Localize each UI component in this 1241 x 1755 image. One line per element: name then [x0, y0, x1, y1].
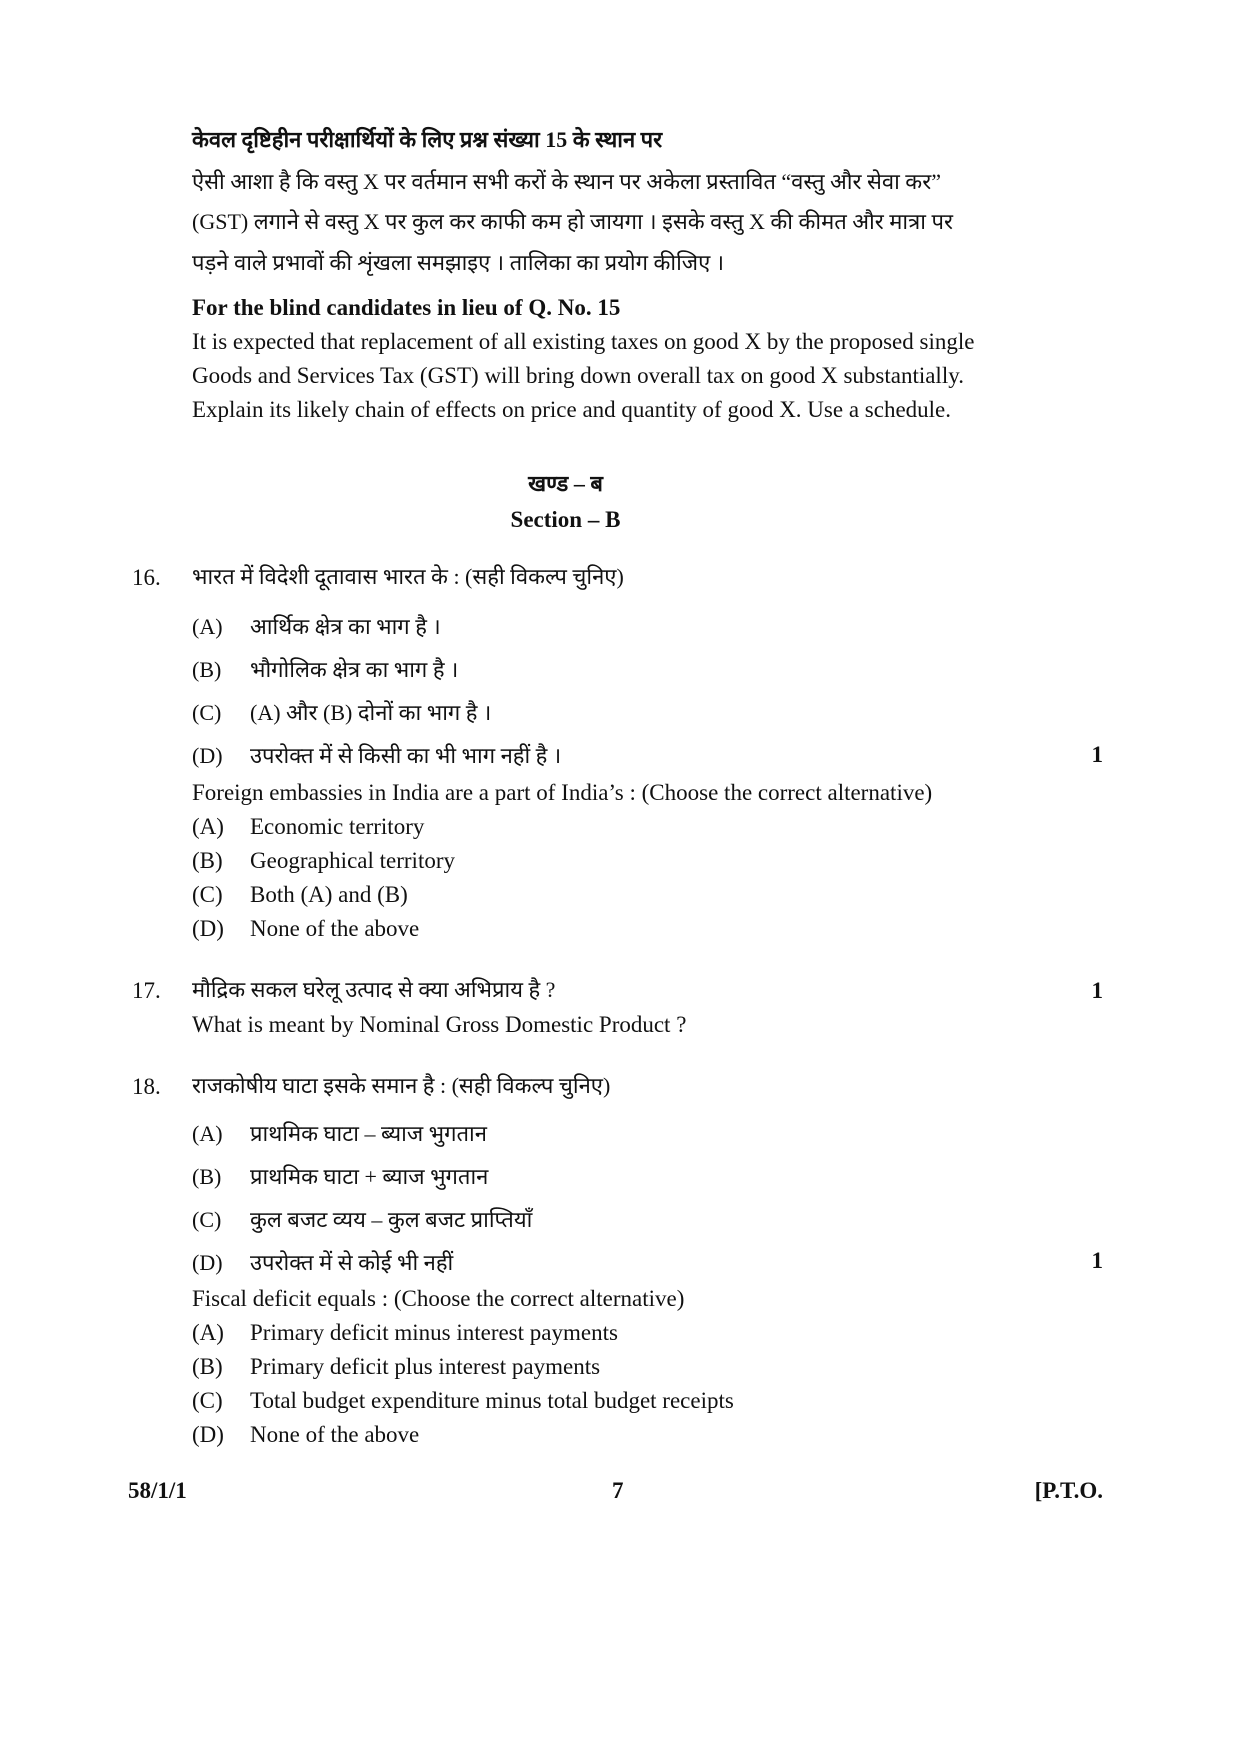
blind-note-heading-hindi: केवल दृष्टिहीन परीक्षार्थियों के लिए प्रश्न संख्या 15 के स्थान पर — [192, 127, 663, 152]
blind-note-line-hindi-1: ऐसी आशा है कि वस्तु X पर वर्तमान सभी करों के स्थान पर अकेला प्रस्तावित “वस्तु और सेवा कर” — [192, 169, 941, 194]
option-english: (C) Total budget expenditure minus total budget receipts — [192, 1388, 734, 1413]
question-number: 16. — [132, 565, 161, 590]
question-text-hindi: राजकोषीय घाटा इसके समान है : (सही विकल्प चुनिए) — [192, 1073, 611, 1098]
question-number: 18. — [132, 1074, 161, 1099]
blind-note-line-english-3: Explain its likely chain of effects on price and quantity of good X. Use a schedule. — [192, 397, 951, 422]
blind-note-line-english-2: Goods and Services Tax (GST) will bring down overall tax on good X substantially. — [192, 363, 964, 388]
option-hindi: (C) (A) और (B) दोनों का भाग है । — [192, 700, 492, 725]
question-number: 17. — [132, 978, 161, 1003]
question-text-hindi: मौद्रिक सकल घरेलू उत्पाद से क्या अभिप्राय है ? — [192, 977, 556, 1002]
option-hindi: (C) कुल बजट व्यय – कुल बजट प्राप्तियाँ — [192, 1207, 533, 1232]
question-text-english: Foreign embassies in India are a part of India’s : (Choose the correct alternative) — [192, 780, 933, 805]
blind-note-line-english-1: It is expected that replacement of all existing taxes on good X by the proposed single — [192, 329, 975, 354]
option-english: (B) Geographical territory — [192, 848, 455, 873]
question-text-hindi: भारत में विदेशी दूतावास भारत के : (सही विकल्प चुनिए) — [192, 564, 624, 589]
option-hindi: (A) आर्थिक क्षेत्र का भाग है । — [192, 614, 441, 639]
question-text-english: What is meant by Nominal Gross Domestic Product ? — [192, 1012, 687, 1037]
blind-note-heading-english: For the blind candidates in lieu of Q. No. 15 — [192, 295, 621, 320]
paper-code: 58/1/1 — [128, 1478, 187, 1503]
option-english: (C) Both (A) and (B) — [192, 882, 408, 907]
marks-badge: 1 — [1091, 742, 1103, 767]
option-english: (A) Primary deficit minus interest payments — [192, 1320, 618, 1345]
section-title-hindi: खण्ड – ब — [528, 471, 603, 496]
option-english: (B) Primary deficit plus interest payments — [192, 1354, 601, 1379]
page-number: 7 — [612, 1478, 624, 1503]
blind-note-line-hindi-3: पड़ने वाले प्रभावों की शृंखला समझाइए । तालिका का प्रयोग कीजिए । — [192, 250, 725, 275]
option-english: (D) None of the above — [192, 916, 420, 941]
section-title-english: Section – B — [510, 507, 621, 532]
blind-note-line-hindi-2: (GST) लगाने से वस्तु X पर कुल कर काफी कम हो जायगा । इसके वस्तु X की कीमत और मात्रा पर — [192, 209, 953, 234]
option-english: (D) None of the above — [192, 1422, 420, 1447]
option-hindi: (D) उपरोक्त में से कोई भी नहीं — [192, 1250, 454, 1275]
option-english: (A) Economic territory — [192, 814, 425, 839]
option-hindi: (B) भौगोलिक क्षेत्र का भाग है । — [192, 657, 459, 682]
question-text-english: Fiscal deficit equals : (Choose the correct alternative) — [192, 1286, 685, 1311]
option-hindi: (D) उपरोक्त में से किसी का भी भाग नहीं है । — [192, 743, 562, 768]
option-hindi: (A) प्राथमिक घाटा – ब्याज भुगतान — [192, 1121, 487, 1146]
option-hindi: (B) प्राथमिक घाटा + ब्याज भुगतान — [192, 1164, 489, 1189]
marks-badge: 1 — [1091, 978, 1103, 1003]
pto-label: [P.T.O. — [1034, 1478, 1103, 1503]
marks-badge: 1 — [1091, 1248, 1103, 1273]
